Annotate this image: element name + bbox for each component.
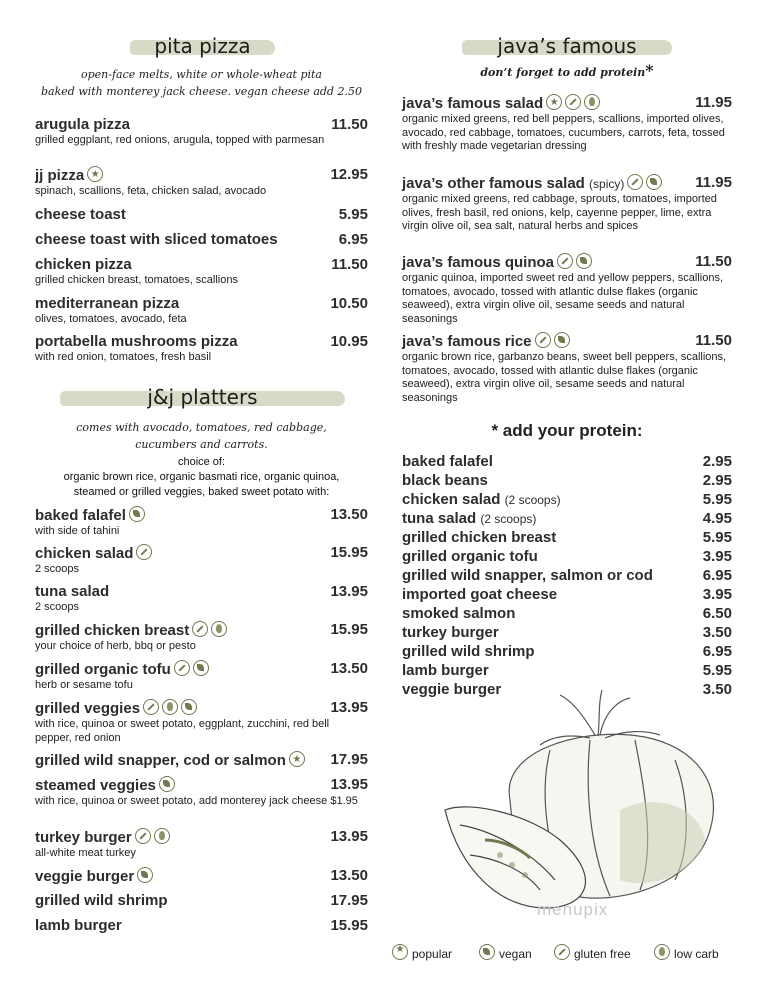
menu-item-turkey-burger: turkey burger 13.95 all-white meat turkey [35, 828, 368, 859]
menu-item-javas-other-famous-salad: java’s other famous salad (spicy) 11.95 organic mixed greens, red cabbage, sprouts, tomatoes, imported olives, fresh basil, red onions, kelp, cayenne pepper, lime, extra virgin olive oil, sea salt, natural herbs and spices [402, 174, 732, 232]
gluten-free-icon [174, 660, 190, 676]
vegan-icon [129, 506, 145, 522]
legend-popular: ★popular [392, 944, 452, 961]
menu-item-grilled-organic-tofu: grilled organic tofu 13.50 herb or sesame tofu [35, 660, 368, 691]
menu-item-cheese-toast-tomatoes: cheese toast with sliced tomatoes 6.95 [35, 231, 368, 248]
protein-item: chicken salad (2 scoops) 5.95 [402, 491, 732, 508]
menu-item-veggie-burger: veggie burger 13.50 [35, 867, 368, 885]
low-carb-icon [654, 944, 670, 960]
choice-line-1: choice of: [177, 456, 226, 468]
menu-item-javas-famous-quinoa: java’s famous quinoa 11.50 organic quinoa, imported sweet red and yellow peppers, scallions, tomatoes, avocado, tossed with atlantic dulse flakes (organic seaweed), extra virgin olive oil, sesame seeds and natural seasonings [402, 253, 732, 325]
popular-icon [87, 166, 103, 182]
pita-subtitle-2: baked with monterey jack cheese. vegan cheese add 2.50 [41, 85, 362, 98]
platters-subtitle-2: cucumbers and carrots. [135, 438, 268, 451]
vegan-icon [554, 332, 570, 348]
add-protein-heading: * add your protein: [491, 421, 643, 440]
protein-item: turkey burger 3.50 [402, 624, 732, 641]
menu-item-arugula-pizza: arugula pizza 11.50 grilled eggplant, red onions, arugula, topped with parmesan [35, 116, 368, 146]
platters-subtitle-1: comes with avocado, tomatoes, red cabbage, [76, 421, 327, 434]
protein-item: smoked salmon 6.50 [402, 605, 732, 622]
protein-item: lamb burger 5.95 [402, 662, 732, 679]
gluten-free-icon [557, 253, 573, 269]
vegan-icon [193, 660, 209, 676]
choice-line-3: steamed or grilled veggies, baked sweet potato with: [73, 486, 330, 498]
menu-item-javas-famous-salad: java’s famous salad★ 11.95 organic mixed greens, red bell peppers, scallions, imported olives, avocado, red cabbage, tomatoes, cucumbers, carrots, feta, tossed with freshly made vegetarian dressing [402, 94, 732, 154]
menu-item-grilled-veggies: grilled veggies 13.95 with rice, quinoa or sweet potato, eggplant, zucchini, red bell pepper, red onion [35, 699, 368, 744]
gluten-free-icon [136, 544, 152, 560]
pita-pizza-heading: pita pizza [130, 34, 275, 58]
menu-item-chicken-pizza: chicken pizza 11.50 grilled chicken breast, tomatoes, scallions [35, 256, 368, 286]
protein-item: grilled wild snapper, salmon or cod 6.95 [402, 567, 732, 584]
popular-icon [392, 944, 408, 960]
menu-item-grilled-wild-snapper: grilled wild snapper, cod or salmon★ 17.95 [35, 751, 368, 770]
tomato-illustration [440, 690, 730, 920]
gluten-free-icon [565, 94, 581, 110]
gluten-free-icon [554, 944, 570, 960]
javas-famous-heading: java’s famous [462, 34, 672, 58]
vegan-icon [159, 776, 175, 792]
protein-item: imported goat cheese 3.95 [402, 586, 732, 603]
popular-icon [546, 94, 562, 110]
vegan-icon [576, 253, 592, 269]
menu-item-baked-falafel: baked falafel 13.50 with side of tahini [35, 506, 368, 537]
gluten-free-icon [192, 621, 208, 637]
menu-item-jj-pizza: jj pizza★ 12.95 spinach, scallions, feta, chicken salad, avocado [35, 166, 368, 199]
menu-item-steamed-veggies: steamed veggies 13.95 with rice, quinoa or sweet potato, add monterey jack cheese $1.95 [35, 776, 368, 807]
legend-vegan: vegan [479, 944, 532, 961]
low-carb-icon [584, 94, 600, 110]
menu-item-cheese-toast: cheese toast 5.95 [35, 206, 368, 223]
menu-item-chicken-salad: chicken salad 15.95 2 scoops [35, 544, 368, 575]
menu-item-grilled-wild-shrimp: grilled wild shrimp 17.95 [35, 892, 368, 909]
protein-item: veggie burger 3.50 [402, 681, 732, 698]
choice-line-2: organic brown rice, organic basmati rice, organic quinoa, [63, 471, 340, 483]
popular-icon [289, 751, 305, 767]
legend-low-carb: low carb [654, 944, 719, 961]
gluten-free-icon [135, 828, 151, 844]
menu-item-portabella-pizza: portabella mushrooms pizza 10.95 with red onion, tomatoes, fresh basil [35, 333, 368, 363]
gluten-free-icon [627, 174, 643, 190]
vegan-icon [181, 699, 197, 715]
low-carb-icon [211, 621, 227, 637]
watermark: menupix [537, 900, 609, 919]
menu-item-javas-famous-rice: java’s famous rice 11.50 organic brown rice, garbanzo beans, sweet bell peppers, scallions, tomatoes, avocado, tossed with atlantic dulse flakes (organic seaweed), extra virgin olive oil, sesame seeds and natural seasonings [402, 332, 732, 404]
low-carb-icon [162, 699, 178, 715]
protein-item: grilled chicken breast 5.95 [402, 529, 732, 546]
vegan-icon [137, 867, 153, 883]
protein-item: tuna salad (2 scoops) 4.95 [402, 510, 732, 527]
protein-item: grilled organic tofu 3.95 [402, 548, 732, 565]
low-carb-icon [154, 828, 170, 844]
gluten-free-icon [143, 699, 159, 715]
protein-item: black beans 2.95 [402, 472, 732, 489]
legend-gluten-free: gluten free [554, 944, 631, 961]
menu-item-tuna-salad: tuna salad 13.95 2 scoops [35, 583, 368, 613]
jj-platters-heading: j&j platters [60, 385, 345, 409]
protein-item: grilled wild shrimp 6.95 [402, 643, 732, 660]
pita-subtitle-1: open-face melts, white or whole-wheat pita [80, 68, 322, 81]
protein-item: baked falafel 2.95 [402, 453, 732, 470]
menu-item-mediterranean-pizza: mediterranean pizza 10.50 olives, tomatoes, avocado, feta [35, 295, 368, 325]
menu-item-lamb-burger: lamb burger 15.95 [35, 917, 368, 934]
gluten-free-icon [535, 332, 551, 348]
java-subtitle: don’t forget to add protein* [480, 61, 654, 80]
menu-item-grilled-chicken-breast: grilled chicken breast 15.95 your choice of herb, bbq or pesto [35, 621, 368, 652]
vegan-icon [646, 174, 662, 190]
vegan-icon [479, 944, 495, 960]
